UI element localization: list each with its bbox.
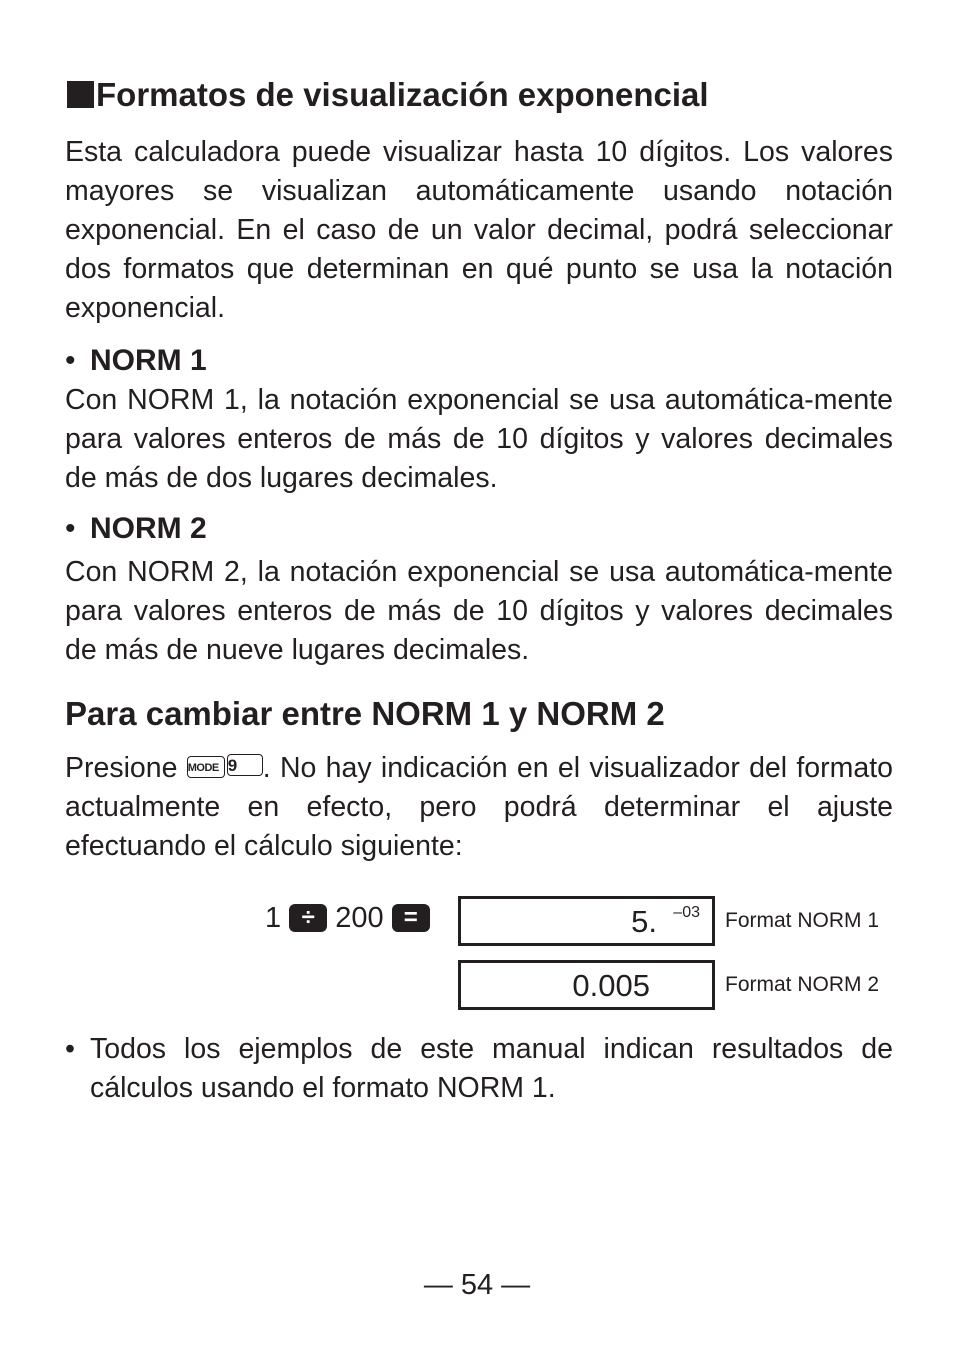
note-text: Todos los ejemplos de este manual indican resultados de cálculos usando el formato NORM 1. xyxy=(90,1033,893,1104)
switch-rest-text: . No hay indicación en el visualizador del formato actualmente en efecto, pero podrá determinar el ajuste efectuando el cálculo siguiente: xyxy=(65,752,894,862)
norm1-paragraph: Con NORM 1, la notación exponencial se usa automática-mente para valores enteros de más de 10 dígitos y valores decimales de más de dos lugares decimales. xyxy=(65,384,893,494)
norm2-heading xyxy=(65,509,207,549)
page-number: — 54 — xyxy=(423,1269,531,1301)
nine-key-icon: 9 xyxy=(227,754,263,776)
norm1-heading xyxy=(65,341,207,381)
bullet-dot: • xyxy=(65,512,76,545)
note-item xyxy=(65,1030,893,1108)
norm2-title: NORM 2 xyxy=(90,512,207,545)
intro-paragraph: Esta calculadora puede visualizar hasta 10 dígitos. Los valores mayores se visualizan automáticamente usando notación exponencial. En el caso de un valor decimal, podrá seleccionar dos formatos que determinan en qué punto se usa la notación exponencial. xyxy=(65,136,893,324)
format-norm1-label: Format NORM 1 xyxy=(725,909,880,932)
section-heading-text: Formatos de visualización exponencial xyxy=(96,76,709,113)
switch-paragraph xyxy=(65,749,893,866)
display-norm1-exponent: –03 xyxy=(673,904,700,921)
square-bullet-icon xyxy=(67,81,94,108)
subsection-heading: Para cambiar entre NORM 1 y NORM 2 xyxy=(65,695,665,732)
operand-2: 200 xyxy=(335,902,384,934)
operand-1: 1 xyxy=(265,902,282,934)
norm1-title: NORM 1 xyxy=(90,344,207,377)
bullet-dot: • xyxy=(65,344,76,377)
section-heading xyxy=(65,74,709,116)
display-norm2 xyxy=(458,960,715,1010)
display-norm1 xyxy=(458,896,715,946)
key-sequence xyxy=(265,898,430,938)
mode-key-icon: MODE xyxy=(187,756,225,778)
divide-key-icon: ÷ xyxy=(289,904,327,932)
display-norm1-value: 5. xyxy=(631,904,657,939)
format-norm2-label: Format NORM 2 xyxy=(725,973,880,996)
equals-key-icon: = xyxy=(392,904,430,932)
display-norm2-value: 0.005 xyxy=(572,968,650,1003)
norm2-paragraph: Con NORM 2, la notación exponencial se usa automática-mente para valores enteros de más de 10 dígitos y valores decimales de más de nueve lugares decimales. xyxy=(65,556,893,666)
bullet-dot: • xyxy=(65,1033,75,1065)
press-text: Presione xyxy=(65,752,178,784)
